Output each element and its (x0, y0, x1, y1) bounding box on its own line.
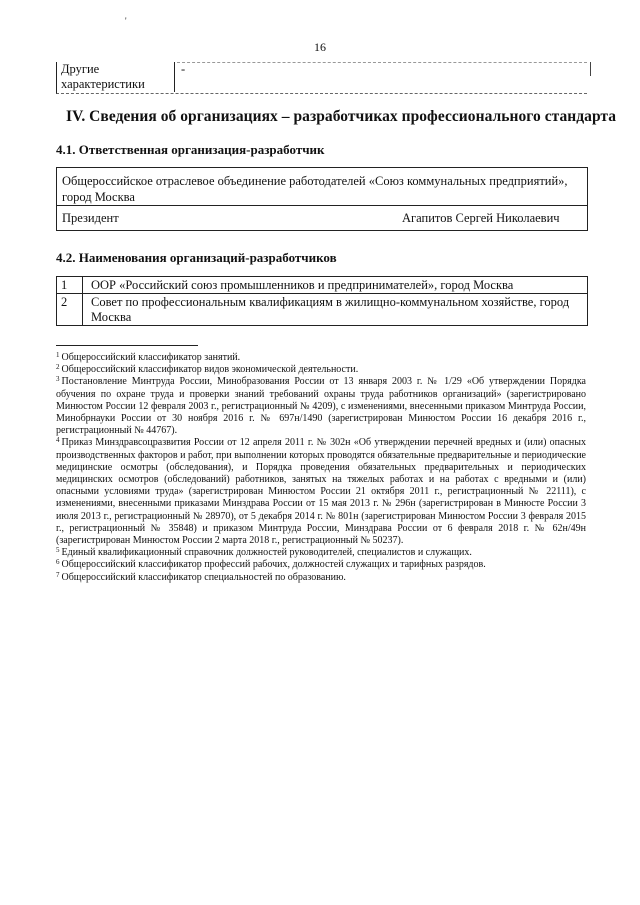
footnote-text: Общероссийский классификатор профессий рабочих, должностей служащих и тарифных разрядов. (61, 559, 486, 571)
other-characteristics-label: Другие характеристики (61, 62, 145, 91)
footnote (56, 376, 586, 437)
developers-heading: 4.2. Наименования организаций-разработчиков (56, 250, 337, 265)
footnote-number: 7 (56, 570, 60, 579)
responsible-person: Агапитов Сергей Николаевич (402, 211, 560, 225)
table-divider (57, 205, 587, 206)
footnote-number: 3 (56, 375, 60, 384)
footnote-text: Постановление Минтруда России, Минобразования России от 13 января 2003 г. № 1/29 «Об утверждении Порядка обучения по охране труда и проверки знаний требований охраны труда работников организаций» (зарегистрировано Минюстом России 12 февраля 2003 г., регистрационный № 4209), с изменениями, внесенными приказом Минтруда России, Минобрнауки России от 30 ноября 2016 г. № 697н/1490 (зарегистрирован Минюстом России 16 декабря 2016 г., регистрационный № 44767). (56, 376, 586, 437)
footnote-number: 6 (56, 558, 60, 567)
responsible-org-name: Общероссийское отраслевое объединение работодателей «Союз коммунальных предприятий», город Москва (62, 174, 568, 204)
footnote-text: Приказ Минздравсоцразвития России от 12 апреля 2011 г. № 302н «Об утверждении перечней вредных и (или) опасных производственных факторов и работ, при выполнении которых проводятся обязательные предварительные и периодические медицинские осмотры (обследования), и Порядка проведения обязательных предварительных и периодических медицинских осмотров (обследований) работников, занятых на тяжелых работах и на работах с вредными и (или) опасными условиями труда» (зарегистрирован Минюстом России 21 октября 2011 г., регистрационный № 22111), с изменениями, внесенными приказами Минздрава России от 15 мая 2013 г. № 296н (зарегистрирован в Минюсте России 3 июля 2013 г., регистрационный № 28970), от 5 декабря 2014 г. № 801н (зарегистрирован Минюстом России 3 февраля 2015 г., регистрационный № 35848) и приказом Минтруда России, Минздрава России от 6 февраля 2018 г. № 62н/49н (зарегистрирован Минюстом России 2 марта 2018 г., регистрационный № 50237). (56, 437, 586, 547)
table-border (177, 62, 587, 63)
footnote (56, 364, 586, 376)
footnote-number: 2 (56, 363, 60, 372)
table-border (590, 62, 591, 76)
footnote (56, 559, 586, 571)
footnote-number: 5 (56, 546, 60, 555)
table-row (57, 277, 587, 293)
footnote (56, 437, 586, 547)
row-number: 2 (61, 295, 68, 309)
footnote (56, 352, 586, 364)
footnote (56, 572, 586, 584)
developer-name: ООР «Российский союз промышленников и предпринимателей», город Москва (91, 278, 514, 292)
footnotes (56, 352, 586, 584)
other-characteristics-table (56, 62, 587, 94)
page-mark: ' (125, 16, 127, 26)
footnote-text: Общероссийский классификатор специальностей по образованию. (61, 571, 346, 583)
footnote-number: 1 (56, 351, 60, 359)
responsible-org-table (56, 167, 588, 231)
row-number: 1 (61, 278, 68, 292)
footnote-number: 4 (56, 436, 60, 445)
other-characteristics-value: - (181, 62, 186, 76)
developer-name: Совет по профессиональным квалификациям в жилищно-коммунальном хозяйстве, город Москва (91, 295, 570, 324)
footnote-text: Общероссийский классификатор занятий. (61, 352, 241, 363)
footnote (56, 547, 586, 559)
section-title: IV. Сведения об организациях – разработчиках профессионального стандарта (66, 108, 617, 125)
responsible-position: Президент (62, 211, 119, 225)
footnote-text: Единый квалификационный справочник должностей руководителей, специалистов и служащих. (61, 547, 472, 559)
table-divider (174, 62, 175, 92)
responsible-org-heading: 4.1. Ответственная организация-разработчик (56, 142, 325, 157)
table-row (57, 294, 587, 325)
developers-table (56, 276, 588, 326)
footnote-separator (56, 345, 198, 346)
footnote-text: Общероссийский классификатор видов экономической деятельности. (61, 364, 359, 376)
page-number: 16 (314, 40, 326, 54)
